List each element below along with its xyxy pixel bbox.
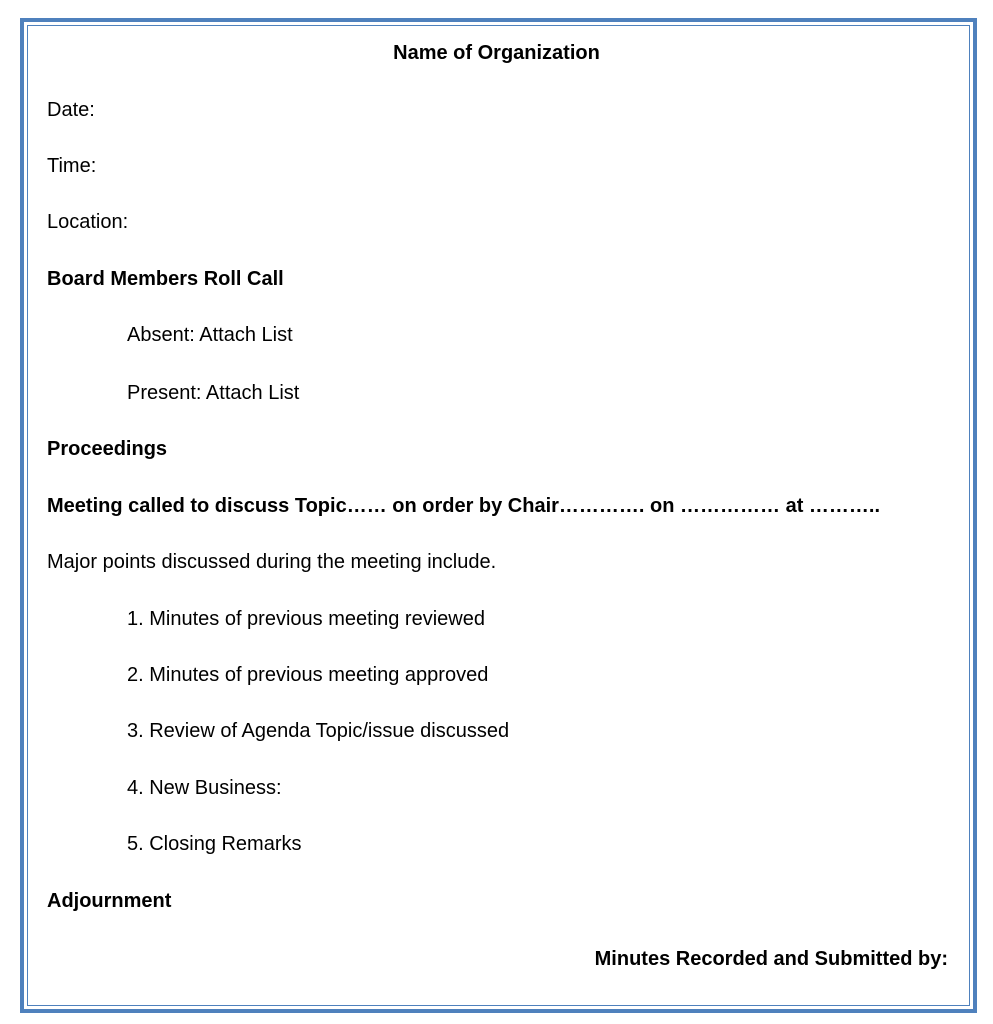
proceedings-heading: Proceedings	[47, 438, 168, 460]
list-item: 1. Minutes of previous meeting reviewed	[127, 608, 485, 630]
meeting-called-line: Meeting called to discuss Topic…… on order by Chair…………. on …………… at ………..	[47, 495, 881, 517]
list-item: 3. Review of Agenda Topic/issue discussed	[127, 720, 510, 742]
adjournment-heading: Adjournment	[47, 890, 172, 912]
absent-line: Absent: Attach List	[127, 324, 293, 346]
organization-title: Name of Organization	[393, 42, 600, 64]
time-label: Time:	[47, 155, 97, 177]
location-label: Location:	[47, 211, 129, 233]
list-item: 2. Minutes of previous meeting approved	[127, 664, 489, 686]
major-points-intro: Major points discussed during the meeting include.	[47, 551, 497, 573]
roll-call-heading: Board Members Roll Call	[47, 268, 284, 290]
date-label: Date:	[47, 99, 95, 121]
submitted-by-line: Minutes Recorded and Submitted by:	[594, 948, 948, 970]
list-item: 4. New Business:	[127, 777, 282, 799]
list-item: 5. Closing Remarks	[127, 833, 302, 855]
present-line: Present: Attach List	[127, 382, 300, 404]
